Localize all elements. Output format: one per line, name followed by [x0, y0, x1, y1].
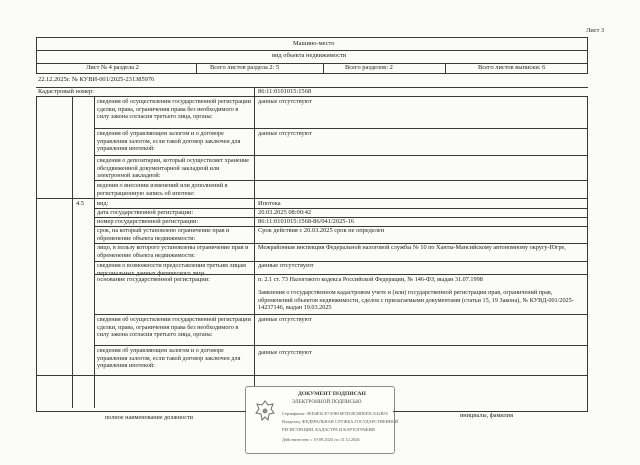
row-top-label: сведения об управляющем залогом и о договоре управления залогом, если такой договор заключен для управления ипотекой:	[97, 130, 241, 153]
personal-data-value: данные отсутствуют	[258, 262, 314, 269]
row-bottom-label: сведения об управляющем залогом и о договоре управления залогом, если такой договор заключен для управления ипотекой:	[97, 347, 241, 370]
reg-date-value: 20.03.2025 08:00:42	[258, 209, 312, 216]
initials-label: инициалы, фамилия	[460, 412, 513, 419]
reg-date-label: дата государственной регистрации:	[97, 209, 194, 216]
type-value: Ипотека	[258, 200, 281, 207]
signature-stamp	[245, 386, 399, 454]
cadastral-label: Кадастровый номер:	[38, 88, 94, 95]
total-sheets-section: Всего листов раздела 2: 5	[210, 64, 280, 71]
total-sections: Всего разделов: 2	[345, 64, 393, 71]
row-bottom-label: сведения об осуществлении государственной регистрации сделки, права, ограничения права без необходимого в силу закона согласия третьего лица, органа:	[97, 316, 251, 339]
row-top-label: сведения о депозитарии, который осуществляет хранение обездвиженной документарной закладной или электронной закладной:	[97, 157, 250, 180]
row-bottom-value: данные отсутствуют	[258, 316, 312, 323]
object-title: Машино-место	[293, 40, 335, 47]
signature-owner: Владелец: ФЕДЕРАЛЬНАЯ СЛУЖБА ГОСУДАРСТВЕННОЙ	[282, 419, 399, 424]
reg-number-label: номер государственной регистрации:	[97, 218, 199, 225]
signature-title: ДОКУМЕНТ ПОДПИСАН	[298, 391, 366, 397]
position-label: полное наименование должности	[105, 414, 193, 421]
row-top-label: ведения о внесении изменений или дополнений в регистрационную запись об ипотеке:	[97, 182, 228, 197]
row-top-label: сведения об осуществлении государственной регистрации сделки, права, ограничения права без необходимого в силу закона согласия третьего лица, органа:	[97, 98, 251, 121]
reg-number-value: 86:11:0101015:1568-86/041/2025-16	[258, 218, 354, 225]
term-label: срок, на который установлено ограничение прав и обременение объекта недвижимости:	[97, 227, 230, 242]
signature-validity: Действителен: с 19.09.2025 по 13.12.2026	[282, 437, 360, 442]
signature-certificate: Сертификат: 0ЕD4F4CE7A9B16F5D18CBD6F3CA42B55	[282, 411, 388, 416]
row-top-value: данные отсутствуют	[258, 98, 312, 105]
section-number: 4.5	[76, 200, 84, 207]
row-bottom-value: данные отсутствуют	[258, 349, 312, 356]
type-label: вид:	[97, 200, 109, 207]
doc-number: 22.12.2025г. № КУВИ-001/2025-231385976	[38, 76, 155, 83]
basis-line: п. 2.1 ст. 73 Налогового кодекса Российской Федерации, № 146-ФЗ, выдан 31.07.1998	[258, 276, 483, 283]
sheet-label: Лист 3	[586, 27, 605, 34]
basis-label: основание государственной регистрации:	[97, 276, 210, 283]
personal-data-label: сведения о возможности предоставления третьим лицам	[97, 262, 246, 269]
signature-subtitle: ЭЛЕКТРОННОЙ ПОДПИСЬЮ	[292, 399, 362, 405]
beneficiary-label: лицо, в пользу которого установлены ограничение прав и обременение объекта недвижимости:	[97, 244, 249, 259]
term-value: Срок действия с 20.03.2025 срок не определен	[258, 227, 385, 234]
cadastral-value: 86:11:0101015:1568	[258, 88, 312, 95]
sheet-info: Лист № 4 раздела 2	[86, 64, 139, 71]
total-sheets-extract: Всего листов выписки: 6	[478, 64, 546, 71]
basis-line: Заявления о государственном кадастровом учете и (или) государственной регистрации прав, ограничений прав, обременений объектов недвижимости, сделок с прилагаемыми документами (статьи 15, 19 Закона), № КУВД-001/2025-14237146, выдан 19.03.2025	[258, 289, 574, 312]
beneficiary-value: Межрайонная инспекция Федеральной налоговой службы № 10 по Ханты-Мансийскому автономному округу-Югре,	[258, 244, 566, 251]
row-top-value: данные отсутствуют	[258, 130, 312, 137]
emblem-icon	[254, 399, 276, 425]
signature-owner-cont: РЕГИСТРАЦИИ, КАДАСТРА И КАРТОГРАФИИ	[282, 427, 375, 432]
object-subtitle: вид объекта недвижимости	[272, 52, 347, 59]
